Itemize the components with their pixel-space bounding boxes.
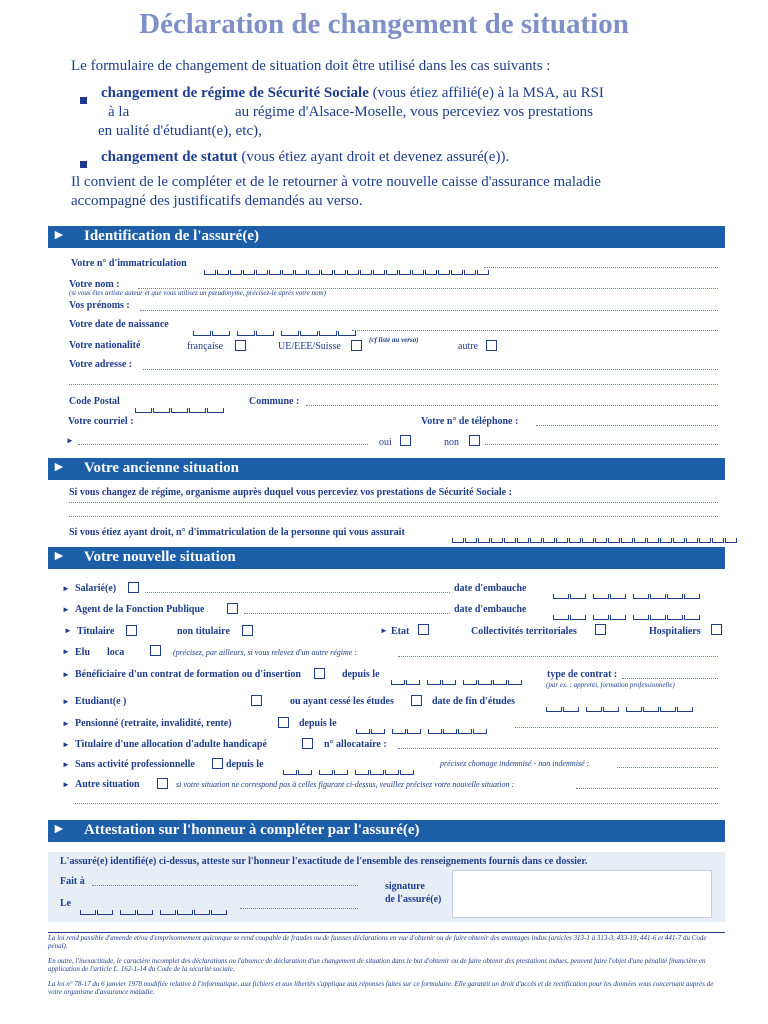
organisme-field[interactable]: [69, 502, 718, 503]
checkbox-pensionne[interactable]: [278, 717, 289, 728]
label-loca: loca: [107, 647, 125, 658]
date-embauche-boxes[interactable]: [553, 586, 701, 592]
label-beneficiaire: Bénéficiaire d'un contrat de formation ou d'insertion: [75, 669, 301, 680]
label-signature: signature: [385, 881, 425, 892]
bullet-statut-bold: changement de statut: [101, 149, 238, 165]
beneficiaire-date-boxes[interactable]: [391, 672, 523, 678]
dotted-line: [145, 592, 450, 593]
adresse-field[interactable]: [143, 369, 718, 370]
sans-activite-date-boxes[interactable]: [283, 762, 415, 768]
date-fin-etudes-boxes[interactable]: [546, 699, 694, 705]
checkbox-titulaire[interactable]: [126, 625, 137, 636]
arrow-icon: ►: [380, 626, 388, 635]
label-telephone: Votre n° de téléphone :: [421, 416, 519, 427]
arrow-icon: ►: [62, 740, 70, 749]
arrow-icon: ►: [62, 780, 70, 789]
arrow-icon: ►: [62, 670, 70, 679]
arrow-icon: ►: [52, 549, 66, 564]
intro-p2-line2: accompagné des justificatifs demandés au verso.: [71, 193, 363, 209]
arrow-icon: ►: [52, 460, 66, 475]
checkbox-autre[interactable]: [486, 340, 497, 351]
dotted-line: [484, 267, 718, 268]
arrow-icon: ►: [62, 719, 70, 728]
checkbox-oui[interactable]: [400, 435, 411, 446]
bullet-statut: [101, 149, 509, 166]
signature-box[interactable]: [452, 870, 712, 918]
label-cesse-etudes: ou ayant cessé les études: [290, 696, 394, 707]
label-non-titulaire: non titulaire: [177, 626, 230, 637]
divider: [48, 932, 725, 933]
option-autre: autre: [458, 341, 478, 352]
checkbox-etudiant[interactable]: [251, 695, 262, 706]
dotted-line: [240, 908, 358, 909]
section-identification-title: Identification de l'assuré(e): [84, 228, 259, 244]
checkbox-collectivites[interactable]: [595, 624, 606, 635]
bullet-icon: [80, 155, 87, 173]
arrow-icon: ►: [52, 228, 66, 243]
checkbox-non-titulaire[interactable]: [242, 625, 253, 636]
fait-a-field[interactable]: [92, 885, 358, 886]
checkbox-etat[interactable]: [418, 624, 429, 635]
arrow-icon: ►: [62, 584, 70, 593]
arrow-icon: ►: [62, 760, 70, 769]
checkbox-ue[interactable]: [351, 340, 362, 351]
nom-note: (si vous êtes artiste auteur et que vous utilisez un pseudonyme, précisez-le après votre nom): [69, 289, 326, 297]
label-type-contrat: type de contrat :: [547, 669, 618, 680]
checkbox-non[interactable]: [469, 435, 480, 446]
label-hospitaliers: Hospitaliers: [649, 626, 701, 637]
arrow-icon: ►: [66, 436, 74, 445]
option-oui: oui: [379, 437, 392, 448]
dotted-line: [244, 613, 450, 614]
autre-situation-note: si votre situation ne correspond pas à celles figurant ci-dessus, veuillez précisez votre nouvelle situation :: [176, 780, 515, 789]
arrow-icon: ►: [62, 697, 70, 706]
bullet-regime-line2a: à la: [108, 104, 130, 120]
page-title: Déclaration de changement de situation: [139, 8, 629, 40]
label-pensionne: Pensionné (retraite, invalidité, rente): [75, 718, 232, 729]
label-immatriculation: Votre n° d'immatriculation: [71, 258, 187, 269]
elu-note: (précisez, par ailleurs, si vous relevez d'un autre régime :: [173, 648, 357, 657]
label-autre-situation: Autre situation: [75, 779, 140, 790]
type-contrat-note: (par ex. : apprenti, formation professionnelle): [546, 681, 675, 689]
checkbox-cesse-etudes[interactable]: [411, 695, 422, 706]
label-aah: Titulaire d'une allocation d'adulte handicapé: [75, 739, 267, 750]
section-nouvelle-title: Votre nouvelle situation: [84, 549, 236, 565]
intro-p2-line1: Il convient de le compléter et de le retourner à votre nouvelle caisse d'assurance maladie: [71, 174, 601, 190]
naissance-boxes[interactable]: [193, 323, 357, 329]
section-attestation-title: Attestation sur l'honneur à compléter par l'assuré(e): [84, 822, 420, 838]
chomage-field[interactable]: [617, 767, 718, 768]
bullet-statut-rest: (vous étiez ayant droit et devenez assuré(e)).: [237, 149, 510, 165]
option-non: non: [444, 437, 459, 448]
checkbox-agent[interactable]: [227, 603, 238, 614]
type-contrat-field[interactable]: [622, 678, 718, 679]
label-code-postal: Code Postal: [69, 396, 120, 407]
section-nouvelle: [48, 547, 725, 569]
ue-note: (cf liste au verso): [369, 336, 419, 344]
label-elu: Elu: [75, 647, 91, 658]
dotted-line: [515, 727, 718, 728]
label-etat: Etat: [391, 626, 410, 637]
label-salarie: Salarié(e): [75, 583, 117, 594]
section-ancienne-title: Votre ancienne situation: [84, 460, 240, 476]
pensionne-date-boxes[interactable]: [356, 721, 488, 727]
telephone-field[interactable]: [536, 425, 718, 426]
label-pensionne-depuis: depuis le: [299, 718, 337, 729]
label-nationalite: Votre nationalité: [69, 340, 141, 351]
dotted-line: [352, 330, 718, 331]
courriel-field[interactable]: [78, 444, 368, 445]
arrow-icon: ►: [62, 605, 70, 614]
label-nom: Votre nom :: [69, 279, 120, 290]
label-signature-assure: de l'assuré(e): [385, 894, 442, 905]
bullet-regime-rest: (vous étiez affilié(e) à la MSA, au RSI: [368, 85, 604, 101]
immatriculation-boxes[interactable]: [204, 262, 490, 268]
label-etudiant: Etudiant(e ): [75, 696, 127, 707]
allocataire-field[interactable]: [398, 748, 718, 749]
label-allocataire: n° allocataire :: [324, 739, 387, 750]
code-postal-boxes[interactable]: [135, 400, 225, 406]
label-sans-activite: Sans activité professionnelle: [75, 759, 195, 770]
label-agent: Agent de la Fonction Publique: [75, 604, 205, 615]
label-naissance: Votre date de naissance: [69, 319, 169, 330]
checkbox-elu[interactable]: [150, 645, 161, 656]
label-courriel: Votre courriel :: [68, 416, 134, 427]
footer-legal-2: En outre, l'inexactitude, le caractère incomplet des déclarations ou l'absence de déclaration d'un changement de situation dans le but d'obtenir ou de faire obtenir des prestations indues, peuvent faire l'objet d'une pénalité financière en application de l'article L. 162-1-14 du Code de la sécurité sociale.: [48, 957, 706, 973]
option-ue: UE/EEE/Suisse: [278, 341, 341, 352]
attestation-date-boxes[interactable]: [80, 902, 228, 908]
bullet-regime-line2b: au régime d'Alsace-Moselle, vous perceviez vos prestations: [235, 104, 594, 120]
label-sans-activite-depuis: depuis le: [226, 759, 264, 770]
label-date-embauche-2: date d'embauche: [454, 604, 527, 615]
checkbox-hospitaliers[interactable]: [711, 624, 722, 635]
section-attestation: [48, 820, 725, 842]
label-titulaire: Titulaire: [77, 626, 115, 637]
bullet-regime-bold: changement de régime de Sécurité Sociale: [101, 85, 369, 101]
label-le: Le: [60, 898, 72, 909]
arrow-icon: ►: [52, 822, 66, 837]
bullet-regime-line3: en ualité d'étudiant(e), etc),: [98, 123, 262, 139]
checkbox-beneficiaire[interactable]: [314, 668, 325, 679]
section-identification: [48, 226, 725, 248]
autre-situation-field-2[interactable]: [75, 803, 718, 804]
arrow-icon: ►: [62, 647, 70, 656]
label-prenoms: Vos prénoms :: [69, 300, 130, 311]
label-depuis-le: depuis le: [342, 669, 380, 680]
label-fait-a: Fait à: [60, 876, 85, 887]
option-francaise: française: [187, 341, 224, 352]
organisme-field-2[interactable]: [69, 516, 718, 517]
label-adresse: Votre adresse :: [69, 359, 133, 370]
checkbox-aah[interactable]: [302, 738, 313, 749]
elu-field[interactable]: [398, 656, 718, 657]
autre-situation-field[interactable]: [576, 788, 718, 789]
bullet-regime: [101, 85, 604, 102]
adresse-field-2[interactable]: [69, 384, 718, 385]
intro-line: Le formulaire de changement de situation doit être utilisé dans les cas suivants :: [71, 58, 551, 74]
commune-field[interactable]: [306, 405, 718, 406]
label-date-embauche: date d'embauche: [454, 583, 527, 594]
section-ancienne: [48, 458, 725, 480]
checkbox-autre-situation[interactable]: [157, 778, 168, 789]
dotted-line: [485, 444, 718, 445]
label-organisme: Si vous changez de régime, organisme auprès duquel vous perceviez vos prestations de Sécurité Sociale :: [69, 487, 512, 498]
label-immat-assureur: Si vous étiez ayant droit, n° d'immatriculation de la personne qui vous assurait: [69, 527, 405, 538]
arrow-icon: ►: [64, 626, 72, 635]
label-date-fin-etudes: date de fin d'études: [432, 696, 516, 707]
label-collectivites: Collectivités territoriales: [471, 626, 577, 637]
immat-assureur-boxes[interactable]: [452, 530, 738, 536]
checkbox-salarie[interactable]: [128, 582, 139, 593]
chomage-note: précisez chomage indemnisé - non indemnisé :: [440, 759, 590, 768]
bullet-icon: [80, 91, 87, 109]
attestation-text: L'assuré(e) identifié(e) ci-dessus, atteste sur l'honneur l'exactitude de l'ensemble des renseignements fournis dans ce dossier.: [60, 856, 588, 867]
date-embauche-2-boxes[interactable]: [553, 607, 701, 613]
footer-legal-1: La loi rend passible d'amende et/ou d'emprisonnement quiconque se rend coupable de fraudes ou de fausses déclarations en vue d'obtenir ou de faire obtenir des avantages indus (articles 313-1 à 313-3, 433-19, 441-6 et 441-7 du Code pénal).: [48, 934, 707, 950]
checkbox-sans-activite[interactable]: [212, 758, 223, 769]
prenoms-field[interactable]: [140, 310, 718, 311]
footer-legal-3: La loi n° 78-17 du 6 janvier 1978 modifiée relative à l'informatique, aux fichiers et aux libertés s'applique aux réponses faites sur ce formulaire. Elle garantit un droit d'accès et de rectification pour les données vous concernant auprès de votre organisme d'assurance maladie.: [48, 980, 714, 996]
label-commune: Commune :: [249, 396, 300, 407]
checkbox-francaise[interactable]: [235, 340, 246, 351]
